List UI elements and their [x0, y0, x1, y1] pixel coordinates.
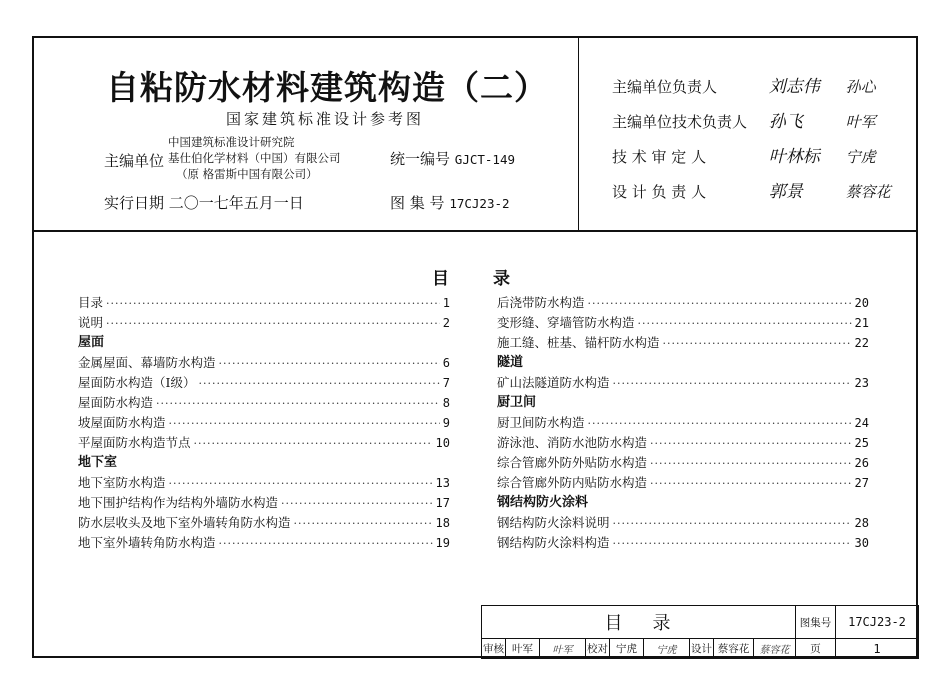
atlas-label: 图 集 号 — [390, 194, 445, 212]
toc-leader-dots — [613, 537, 852, 550]
toc-entry-title: 综合管廊外防内贴防水构造 — [497, 475, 648, 490]
toc-entry[interactable] — [497, 513, 869, 533]
toc-entry-title: 钢结构防火涂料构造 — [497, 535, 610, 550]
toc-entry[interactable] — [497, 433, 869, 453]
toc-leader-dots — [106, 317, 440, 330]
page-number: 1 — [836, 639, 919, 659]
design-label: 设计 — [690, 639, 714, 659]
signature: 叶林标 — [768, 147, 820, 167]
toc-entry-page: 13 — [435, 476, 450, 490]
toc-leader-dots — [156, 397, 440, 410]
toc-entry-title: 平屋面防水构造节点 — [78, 435, 191, 450]
toc-entry[interactable] — [497, 533, 869, 553]
toc-section-heading: 隧道 — [497, 355, 524, 370]
signature: 孙飞 — [768, 112, 803, 132]
toc-entry[interactable] — [78, 473, 450, 493]
toc-entry-page: 21 — [854, 316, 869, 330]
toc-leader-dots — [638, 317, 852, 330]
toc-entry[interactable] — [497, 313, 869, 333]
toc-leader-dots — [219, 537, 433, 550]
editor-unit-label: 主编单位 — [104, 152, 165, 170]
toc-entry-page: 26 — [854, 456, 869, 470]
toc-section-heading: 地下室 — [78, 455, 118, 470]
toc-section-heading: 厨卫间 — [497, 395, 537, 410]
toc-leader-dots — [650, 437, 852, 450]
toc-entry-title: 后浇带防水构造 — [497, 295, 585, 310]
toc-entry[interactable] — [497, 373, 869, 393]
toc-leader-dots — [106, 297, 440, 310]
toc-entry-title: 防水层收头及地下室外墙转角防水构造 — [78, 515, 291, 530]
toc-leader-dots — [663, 337, 852, 350]
check-label: 校对 — [586, 639, 610, 659]
toc-entry-page: 18 — [435, 516, 450, 530]
editor-org-3: （原 格雷斯中国有限公司） — [176, 167, 318, 181]
toc-entry-page: 19 — [435, 536, 450, 550]
toc-entry-title: 变形缝、穿墙管防水构造 — [497, 315, 635, 330]
serial-label: 统一编号 — [390, 150, 451, 168]
toc-entry[interactable] — [78, 373, 450, 393]
designer: 蔡容花 — [714, 639, 754, 659]
toc-entry[interactable] — [497, 333, 869, 353]
signature: 叶军 — [845, 113, 876, 131]
toc-entry[interactable] — [78, 353, 450, 373]
toc-entry-title: 屋面防水构造 — [78, 395, 154, 410]
toc-entry-title: 矿山法隧道防水构造 — [497, 375, 610, 390]
toc-leader-dots — [194, 437, 433, 450]
toc-left-column — [78, 293, 450, 553]
header-vertical-divider — [578, 38, 579, 230]
toc-entry-page: 17 — [435, 496, 450, 510]
toc-entry-page: 20 — [854, 296, 869, 310]
implementation-label: 实行日期 — [104, 194, 165, 212]
toc-entry[interactable] — [78, 433, 450, 453]
toc-entry[interactable] — [78, 413, 450, 433]
serial-number — [390, 148, 515, 169]
toc-entry[interactable] — [78, 393, 450, 413]
toc-entry-title: 屋面防水构造（Ⅰ级） — [78, 375, 196, 390]
title-block — [481, 605, 919, 659]
toc-leader-dots — [588, 297, 852, 310]
toc-leader-dots — [198, 377, 439, 390]
responsibility-label: 技 术 审 定 人 — [612, 148, 707, 166]
checker-signature: 宁虎 — [644, 639, 690, 659]
responsibility-row — [612, 177, 891, 202]
toc-entry[interactable] — [78, 513, 450, 533]
editor-org-1: 中国建筑标准设计研究院 — [168, 135, 295, 149]
toc-entry[interactable] — [497, 453, 869, 473]
main-title: 自粘防水材料建筑构造（二） — [106, 68, 548, 107]
toc-entry-title: 坡屋面防水构造 — [78, 415, 166, 430]
toc-right-column — [497, 293, 869, 553]
implementation-date — [104, 192, 304, 213]
toc-entry[interactable] — [78, 533, 450, 553]
responsibility-label: 主编单位技术负责人 — [612, 113, 748, 131]
toc-entry[interactable] — [497, 473, 869, 493]
signature: 蔡容花 — [845, 183, 891, 201]
toc-entry-page: 23 — [854, 376, 869, 390]
atlas-number — [390, 192, 510, 213]
responsibility-row — [612, 142, 876, 167]
responsibility-row — [612, 107, 876, 132]
subtitle: 国家建筑标准设计参考图 — [226, 110, 425, 128]
signature: 郭景 — [768, 182, 803, 202]
toc-entry-title: 金属屋面、幕墙防水构造 — [78, 355, 216, 370]
toc-entry-title: 地下室外墙转角防水构造 — [78, 535, 216, 550]
toc-entry-page: 27 — [854, 476, 869, 490]
toc-entry-page: 2 — [442, 316, 450, 330]
toc-leader-dots — [169, 477, 433, 490]
toc-entry-page: 22 — [854, 336, 869, 350]
toc-entry-title: 施工缝、桩基、锚杆防水构造 — [497, 335, 660, 350]
toc-entry-page: 9 — [442, 416, 450, 430]
toc-entry-title: 地下围护结构作为结构外墙防水构造 — [78, 495, 279, 510]
toc-entry[interactable] — [78, 493, 450, 513]
checker: 宁虎 — [610, 639, 644, 659]
toc-leader-dots — [650, 457, 852, 470]
toc-entry-page: 30 — [854, 536, 869, 550]
toc-section-heading: 钢结构防火涂料 — [497, 495, 589, 510]
toc-entry-page: 28 — [854, 516, 869, 530]
sheet-title: 目录 — [482, 606, 796, 639]
page-label: 页 — [796, 639, 836, 659]
editor-org-2: 基仕伯化学材料（中国）有限公司 — [168, 151, 341, 165]
toc-entry-title: 目录 — [78, 295, 104, 310]
serial-value: GJCT-149 — [454, 152, 516, 167]
drawing-frame — [32, 36, 918, 658]
toc-title: 目录 — [432, 269, 554, 289]
toc-entry-page: 7 — [442, 376, 450, 390]
toc-entry-title: 地下室防水构造 — [78, 475, 166, 490]
reviewer-signature: 叶军 — [540, 639, 586, 659]
reviewer: 叶军 — [506, 639, 540, 659]
toc-leader-dots — [613, 517, 852, 530]
toc-leader-dots — [613, 377, 852, 390]
toc-section-heading: 屋面 — [78, 335, 105, 350]
toc-entry-page: 6 — [442, 356, 450, 370]
signature: 宁虎 — [845, 148, 876, 166]
header-divider — [34, 230, 916, 232]
toc-entry[interactable] — [78, 293, 450, 313]
editor-orgs — [168, 134, 341, 182]
toc-entry-page: 24 — [854, 416, 869, 430]
implementation-value: 二〇一七年五月一日 — [168, 194, 304, 212]
toc-leader-dots — [169, 417, 440, 430]
designer-signature: 蔡容花 — [754, 639, 796, 659]
toc-entry-title: 钢结构防火涂料说明 — [497, 515, 610, 530]
toc-entry[interactable] — [497, 413, 869, 433]
toc-entry-title: 综合管廊外防外贴防水构造 — [497, 455, 648, 470]
toc-entry-page: 8 — [442, 396, 450, 410]
toc-entry-page: 10 — [435, 436, 450, 450]
responsibility-label: 主编单位负责人 — [612, 78, 718, 96]
toc-entry-page: 25 — [854, 436, 869, 450]
toc-entry-title: 游泳池、消防水池防水构造 — [497, 435, 648, 450]
toc-entry-title: 说明 — [78, 315, 104, 330]
toc-leader-dots — [281, 497, 433, 510]
toc-leader-dots — [294, 517, 433, 530]
toc-entry[interactable] — [78, 313, 450, 333]
toc-leader-dots — [219, 357, 440, 370]
review-label: 审核 — [482, 639, 506, 659]
toc-entry-page: 1 — [442, 296, 450, 310]
toc-leader-dots — [588, 417, 852, 430]
responsibility-row — [612, 72, 876, 97]
signature: 孙心 — [845, 78, 876, 96]
toc-entry[interactable] — [497, 293, 869, 313]
responsibility-label: 设 计 负 责 人 — [612, 183, 707, 201]
atlas-value: 17CJ23-2 — [449, 196, 510, 211]
toc-entry-title: 厨卫间防水构造 — [497, 415, 585, 430]
atlas-no-label: 图集号 — [796, 606, 836, 639]
signature: 刘志伟 — [768, 77, 820, 97]
toc-leader-dots — [650, 477, 852, 490]
atlas-no: 17CJ23-2 — [836, 606, 919, 639]
